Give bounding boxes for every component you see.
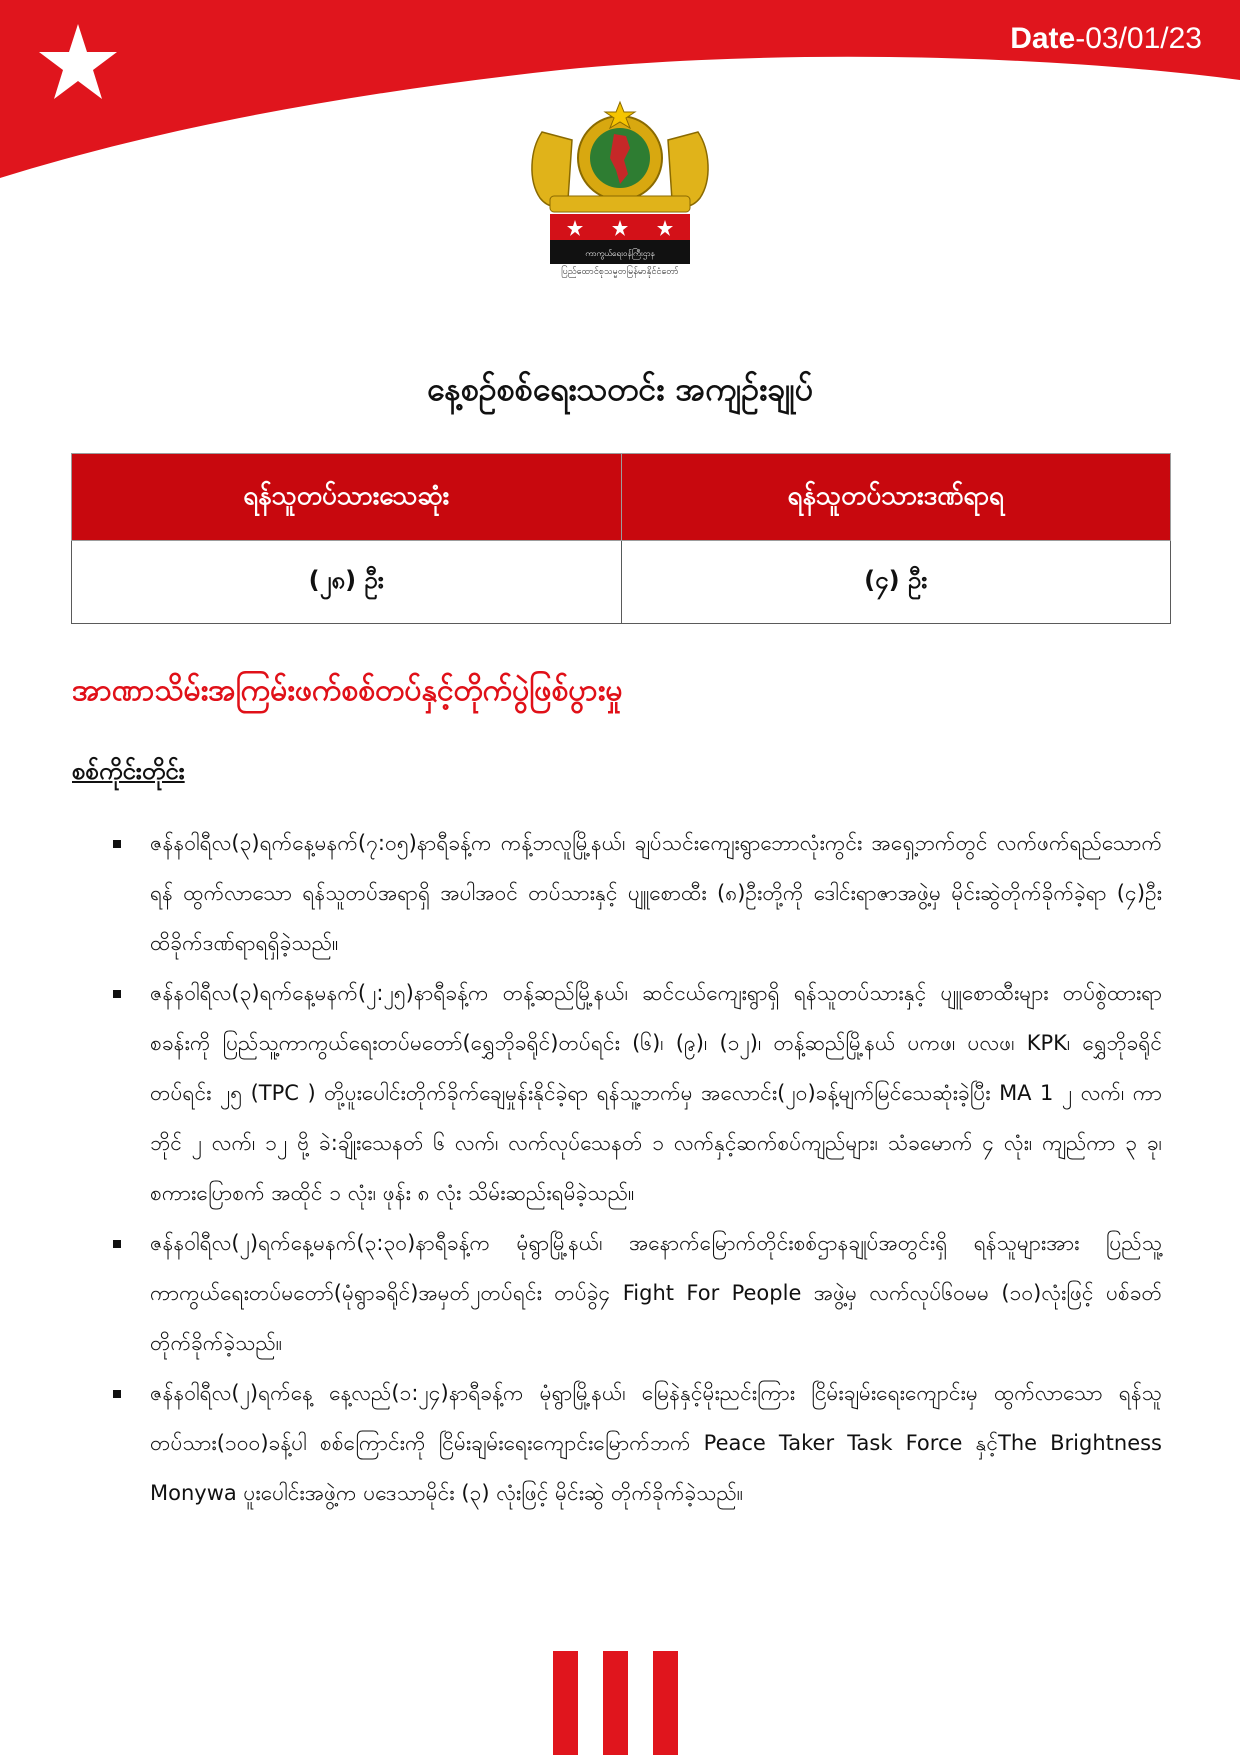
emblem-caption: ပြည်ထောင်စုသမ္မတမြန်မာနိုင်ငံတော် — [561, 267, 679, 277]
events-list — [110, 818, 1162, 1518]
page-title: နေ့စဉ်စစ်ရေးသတင်း အကျဉ်းချုပ် — [426, 370, 814, 408]
list-item — [110, 1368, 1162, 1518]
footer-bar — [603, 1651, 628, 1755]
emblem-ribbon — [550, 196, 690, 212]
event-text: ဇန်နဝါရီလ(၃)ရက်နေ့မနက်(၂:၂၅)နာရီခန့်က တန့်ဆည်မြို့နယ်၊ ဆင်ငယ်ကျေးရွာရှိ ရန်သူတပ်သားနှင့် ပျူစောထီးများ တပ်စွဲထားရာစခန်းကို ပြည်သူ့ကာကွယ်ရေးတပ်မတော်(ရွှေဘိုခရိုင်)တပ်ရင်း (၆)၊ (၉)၊ (၁၂)၊ တန့်ဆည်မြို့နယ် ပကဖ၊ ပလဖ၊ KPK၊ ရွှေဘိုခရိုင် တပ်ရင်း ၂၅ (TPC ) တို့ပူးပေါင်းတိုက်ခိုက်ချေမှုန်းနိုင်ခဲ့ရာ ရန်သူ့ဘက်မှ အလောင်း(၂၀)ခန့်မျက်မြင်သေဆုံးခဲ့ပြီး MA 1 ၂ လက်၊ ကာဘိုင် ၂ လက်၊ ၁၂ ဗို့ ခဲ:ချိုးသေနတ် ၆ လက်၊ လက်လုပ်သေနတ် ၁ လက်နှင့်ဆက်စပ်ကျည်များ၊ သံခမောက် ၄ လုံး၊ ကျည်ကာ ၃ ခု၊ စကားပြောစက် အထိုင် ၁ လုံး၊ ဖုန်း ၈ လုံး သိမ်းဆည်းရမိခဲ့သည်။ — [150, 981, 1162, 1205]
date-display — [1010, 22, 1202, 56]
header-enemy-wounded: ရန်သူတပ်သားဒဏ်ရာရ — [621, 454, 1171, 541]
emblem-banner-text: ကာကွယ်ရေးဝန်ကြီးဌာန — [585, 249, 655, 258]
footer-bar — [653, 1651, 678, 1755]
emblem-left-lion — [532, 132, 572, 207]
list-item — [110, 968, 1162, 1218]
footer-bar — [553, 1651, 578, 1755]
date-label: Date — [1010, 22, 1076, 55]
bullet-icon — [113, 1240, 121, 1248]
bullet-icon — [113, 840, 121, 848]
section-heading: အာဏာသိမ်းအကြမ်းဖက်စစ်တပ်နှင့်တိုက်ပွဲဖြစ်ပွားမှု — [72, 673, 623, 708]
date-value: -03/01/23 — [1075, 22, 1202, 55]
table-row — [72, 541, 1171, 624]
bullet-icon — [113, 990, 121, 998]
state-emblem — [520, 100, 720, 285]
value-enemy-wounded: (၄) ဦး — [621, 541, 1171, 624]
bullet-icon — [113, 1390, 121, 1398]
value-enemy-killed: (၂၈) ဦး — [72, 541, 622, 624]
casualty-table — [71, 453, 1171, 624]
emblem-right-lion — [668, 132, 708, 207]
header-enemy-killed: ရန်သူတပ်သားသေဆုံး — [72, 454, 622, 541]
list-item — [110, 818, 1162, 968]
event-text: ဇန်နဝါရီလ(၃)ရက်နေ့မနက်(၇:၀၅)နာရီခန့်က ကန့်ဘလူမြို့နယ်၊ ချပ်သင်းကျေးရွာဘောလုံးကွင်း အရှေ့ဘက်တွင် လက်ဖက်ရည်သောက်ရန် ထွက်လာသော ရန်သူတပ်အရာရှိ အပါအဝင် တပ်သားနှင့် ပျူစောထီး (၈)ဦးတို့ကို ဒေါင်းရာဇာအဖွဲ့မှ မိုင်းဆွဲတိုက်ခိုက်ခဲ့ရာ (၄)ဦး ထိခိုက်ဒဏ်ရာရရှိခဲ့သည်။ — [150, 831, 1162, 955]
table-header-row — [72, 454, 1171, 541]
list-item — [110, 1218, 1162, 1368]
region-subheading: စစ်ကိုင်းတိုင်း — [72, 757, 185, 785]
event-text: ဇန်နဝါရီလ(၂)ရက်နေ့မနက်(၃:၃၀)နာရီခန့်က မုံရွာမြို့နယ်၊ အနောက်မြောက်တိုင်းစစ်ဌာနချုပ်အတွင်းရှိ ရန်သူများအား ပြည်သူ့ကာကွယ်ရေးတပ်မတော်(မုံရွာခရိုင်)အမှတ်၂တပ်ရင်း တပ်ခွဲ၄ Fight For People အဖွဲ့မှ လက်လုပ်၆၀မမ (၁၀)လုံးဖြင့် ပစ်ခတ်တိုက်ခိုက်ခဲ့သည်။ — [150, 1231, 1162, 1355]
footer-bars — [553, 1651, 678, 1755]
event-text: ဇန်နဝါရီလ(၂)ရက်နေ့ နေ့လည်(၁:၂၄)နာရီခန့်က မုံရွာမြို့နယ်၊ မြေနဲနှင့်မိုးညင်းကြား ငြိမ်းချမ်းရေးကျောင်းမှ ထွက်လာသော ရန်သူတပ်သား(၁၀၀)ခန့်ပါ စစ်ကြောင်းကို ငြိမ်းချမ်းရေးကျောင်းမြောက်ဘက် Peace Taker Task Force နှင့်The Brightness Monywa ပူးပေါင်းအဖွဲ့က ပဒေသာမိုင်း (၃) လုံးဖြင့် မိုင်းဆွဲ တိုက်ခိုက်ခဲ့သည်။ — [150, 1381, 1162, 1505]
